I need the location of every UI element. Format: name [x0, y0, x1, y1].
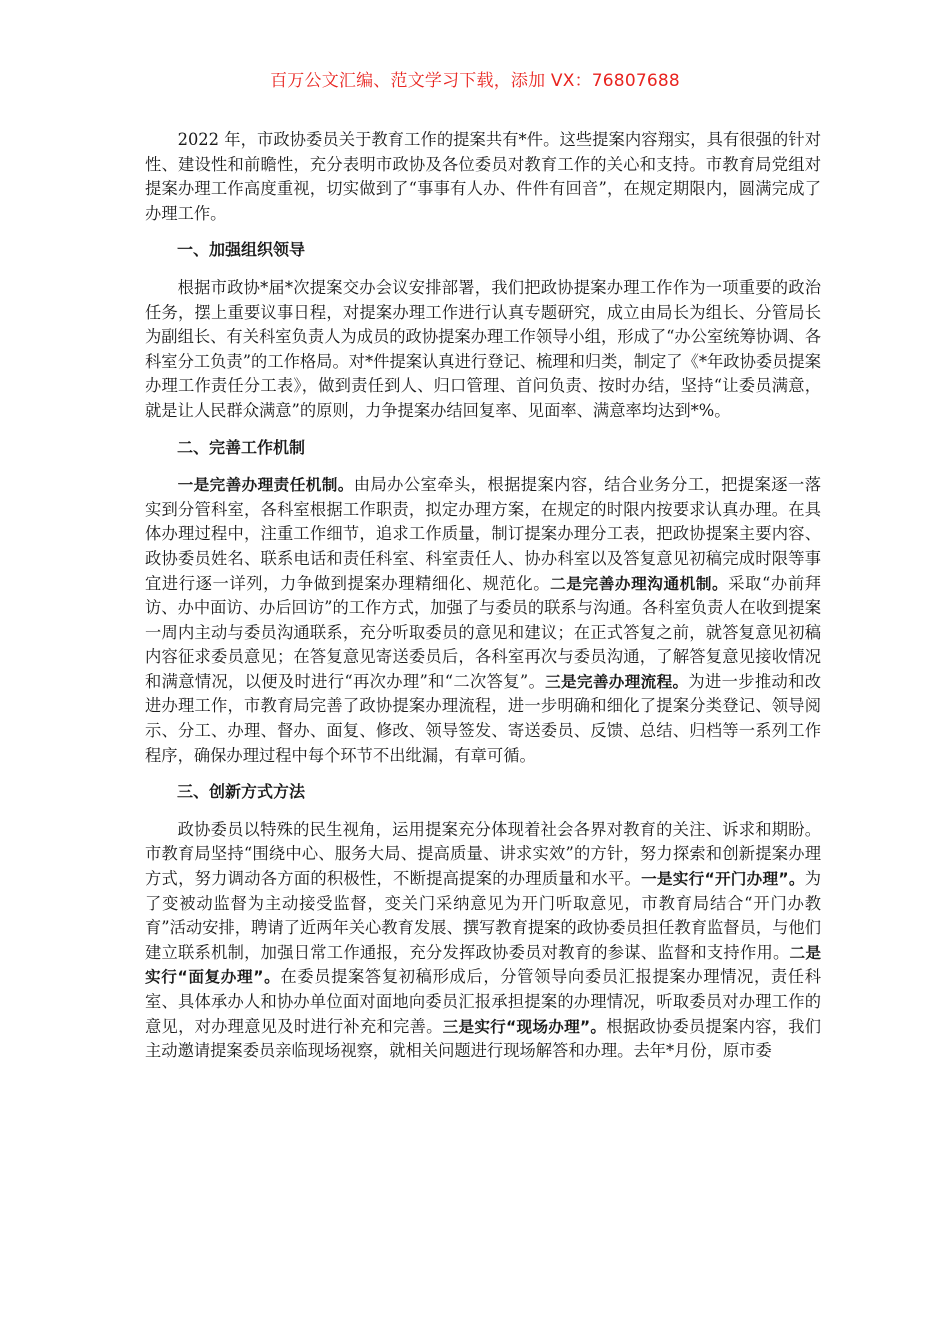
- section2-bold-3: 三是完善办理流程。: [545, 672, 689, 691]
- section3-text-0: 政协委员以特殊的民生视角，运用提案充分体现着社会各界对教育的关注、诉求和期盼。市教育局坚持“围绕中心、服务大局、提高质量、讲求实效”的方针，努力探索和创新提案办理方式，努力调动各方面的积极性，不断提高提案的办理质量和水平。: [145, 819, 821, 889]
- section3-bold-1: 一是实行“开门办理”。: [641, 870, 805, 889]
- section2-paragraph: [145, 473, 821, 768]
- section3-paragraph: [145, 818, 821, 1064]
- intro-paragraph: 2022 年，市政协委员关于教育工作的提案共有*件。这些提案内容翔实，具有很强的针对性、建设性和前瞻性，充分表明市政协及各位委员对教育工作的关心和支持。市教育局党组对提案办理工作高度重视，切实做到了“事事有人办、件件有回音”，在规定期限内，圆满完成了办理工作。: [145, 130, 821, 223]
- section-heading-2: 二、完善工作机制: [177, 437, 306, 457]
- section2-text-1: 由局办公室牵头，根据提案内容，结合业务分工，把提案逐一落实到分管科室，各科室根据工作职责，拟定办理方案，在规定的时限内按要求认真办理。在具体办理过程中，注重工作细节，追求工作质量，制订提案办理分工表，把政协提案主要内容、政协委员姓名、联系电话和责任科室、科室责任人、协办科室以及答复意见初稿完成时限等事宜进行逐一详列，力争做到提案办理精细化、规范化。: [145, 475, 821, 593]
- section2-bold-2: 二是完善办理沟通机制。: [550, 574, 729, 593]
- section2-text-3: 为进一步推动和改进办理工作，市教育局完善了政协提案办理流程，进一步明确和细化了提案分类登记、领导阅示、分工、办理、督办、面复、修改、领导签发、寄送委员、反馈、总结、归档等一系列工作程序，确保办理过程中每个环节不出纰漏，有章可循。: [145, 671, 821, 765]
- section2-bold-1: 一是完善办理责任机制。: [177, 476, 354, 495]
- section3-text-3: 根据政协委员提案内容，我们主动邀请提案委员亲临现场视察，就相关问题进行现场解答和办理。去年*月份，原市委: [145, 1016, 821, 1061]
- document-body: [145, 128, 821, 1064]
- section2-text-2: 采取“办前拜访、办中面访、办后回访”的工作方式，加强了与委员的联系与沟通。各科室负责人在收到提案一周内主动与委员沟通联系，充分听取委员的意见和建议；在正式答复之前，就答复意见初稿内容征求委员意见；在答复意见寄送委员后，各科室再次与委员沟通，了解答复意见接收情况和满意情况，以便及时进行“再次办理”和“二次答复”。: [145, 573, 821, 691]
- watermark-header: 百万公文汇编、范文学习下载，添加 VX：76807688: [270, 71, 680, 91]
- section3-bold-3: 三是实行“现场办理”。: [442, 1017, 607, 1036]
- section1-paragraph: 根据市政协*届*次提案交办会议安排部署，我们把政协提案办理工作作为一项重要的政治任务，摆上重要议事日程，对提案办理工作进行认真专题研究，成立由局长为组长、分管局长为副组长、有关科室负责人为成员的政协提案办理工作领导小组，形成了“办公室统筹协调、各科室分工负责”的工作格局。对*件提案认真进行登记、梳理和归类，制定了《*年政协委员提案办理工作责任分工表》，做到责任到人、归口管理、首问负责、按时办结，坚持“让委员满意，就是让人民群众满意”的原则，力争提案办结回复率、见面率、满意率均达到*%。: [145, 277, 821, 420]
- section-heading-3: 三、创新方式方法: [177, 782, 306, 802]
- section3-text-2: 在委员提案答复初稿形成后，分管领导向委员汇报提案办理情况，责任科室、具体承办人和协办单位面对面地向委员汇报承担提案的办理情况，听取委员对办理工作的意见，对办理意见及时进行补充和完善。: [145, 967, 821, 1036]
- section3-text-1: 为了变被动监督为主动接受监督，变关门采纳意见为开门听取意见，市教育局结合“开门办教育”活动安排，聘请了近两年关心教育发展、撰写教育提案的政协委员担任教育监督员，与他们建立联系机制，加强日常工作通报，充分发挥政协委员对教育的参谋、监督和支持作用。: [145, 869, 821, 962]
- section3-bold-2: 二是实行“面复办理”。: [145, 943, 821, 987]
- section-heading-1: 一、加强组织领导: [177, 240, 306, 260]
